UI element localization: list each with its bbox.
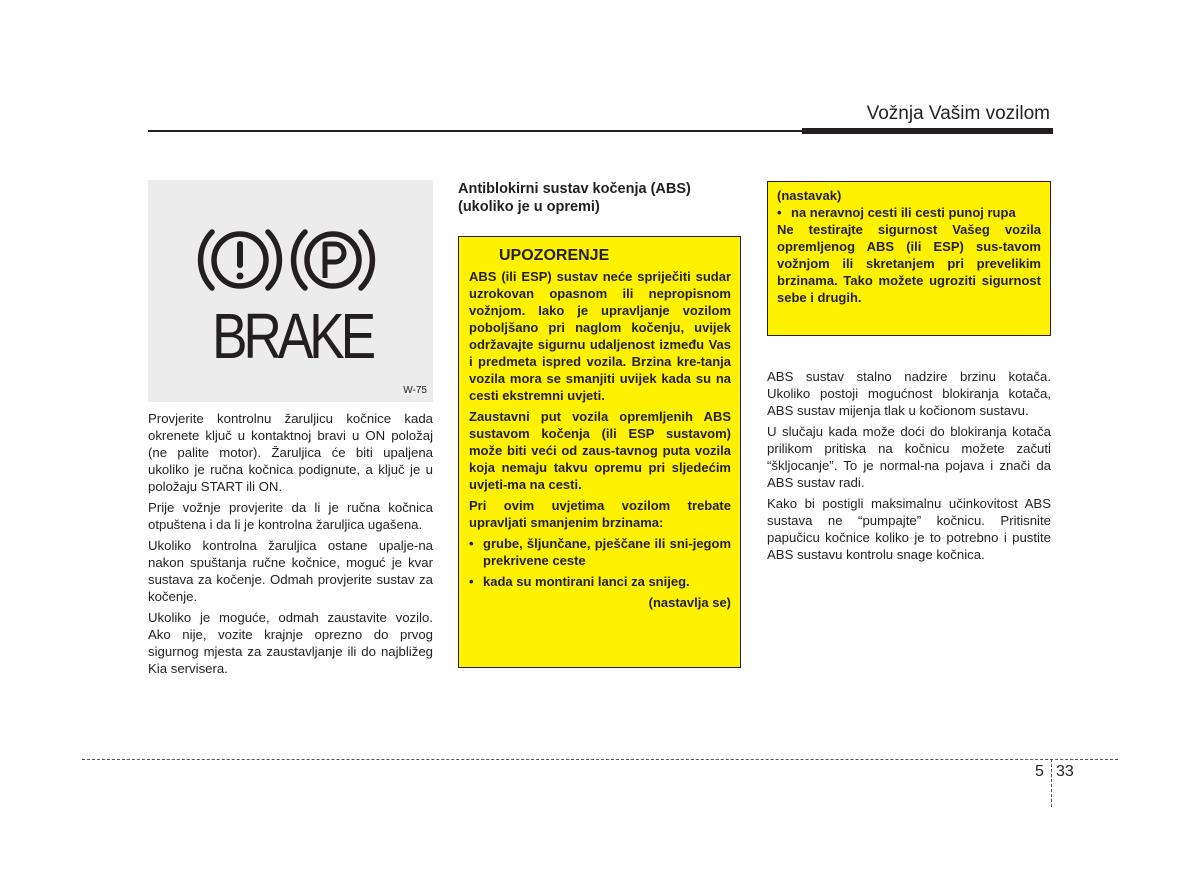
- continued-label: (nastavlja se): [648, 595, 731, 610]
- exclamation-circle-icon: [201, 232, 280, 288]
- warning-bullet-list: [469, 535, 731, 590]
- paragraph: Provjerite kontrolnu žaruljicu kočnice kada okrenete ključ u kontaktnoj bravi u ON položaj (ne palite motor). Žaruljica će biti upaljena ukoliko je ručna kočnica podignute, a ključ je u položaju START ili ON.: [148, 411, 433, 494]
- warning-bullet: • kada su montirani lanci za snijeg.: [469, 573, 731, 590]
- paragraph: ABS sustav stalno nadzire brzinu kotača. Ukoliko postoji mogućnost blokiranja kotača, ABS sustav mijenja tlak u kočionom sustavu.: [767, 369, 1051, 418]
- note-bullet-list: [777, 204, 1041, 221]
- continued-warning-box: [767, 181, 1051, 336]
- left-column: [148, 410, 433, 681]
- abs-heading: Antiblokirni sustav kočenja (ABS) (ukoliko je u opremi): [458, 181, 691, 215]
- figure-code: W-75: [403, 385, 427, 396]
- page-number-divider: [1051, 759, 1052, 807]
- warning-paragraph: Zaustavni put vozila opremljenih ABS sustavom kočenja (ili ESP sustavom) može biti veći od zaus-tavnog puta vozila koja nemaju takvu opremu pri sljedećim uvjeti-ma na cesti.: [469, 409, 731, 492]
- warning-paragraph: Pri ovim uvjetima vozilom trebate upravljati smanjenim brzinama:: [469, 498, 731, 530]
- footer-divider: [82, 759, 1118, 760]
- parking-circle-icon: [294, 232, 373, 288]
- right-column: [767, 368, 1051, 567]
- paragraph: Prije vožnje provjerite da li je ručna kočnica otpuštena i da li je kontrolna žaruljica ugašena.: [148, 500, 433, 532]
- header-rule-accent: [802, 128, 1053, 134]
- paragraph: Kako bi postigli maksimalnu učinkovitost ABS sustava ne “pumpajte” kočnicu. Pritisnite papučicu kočnice koliko je to potrebno i pustite ABS sustavu kontrolu snage kočnica.: [767, 496, 1051, 562]
- warning-title: UPOZORENJE: [499, 247, 610, 264]
- page-number: 33: [1056, 763, 1074, 780]
- section-title: Vožnja Vašim vozilom: [866, 103, 1050, 124]
- note-paragraph: Ne testirajte sigurnost Vašeg vozila opremljenog ABS (ili ESP) sus-tavom vožnjom ili skretanjem pri prevelikim brzinama. Tako možete ugroziti sigurnost sebe i drugih.: [777, 222, 1041, 305]
- paragraph: U slučaju kada može doći do blokiranja kotača prilikom pritiska na kočnicu možete začuti “škljocanje”. To je normal-na pojava i znači da ABS sustav radi.: [767, 424, 1051, 490]
- brake-word: BRAKE: [212, 300, 374, 372]
- paragraph: Ukoliko kontrolna žaruljica ostane upalje-na nakon spuštanja ručne kočnice, moguć je kvar sustava za kočenje. Odmah provjerite sustav za kočenje.: [148, 538, 433, 604]
- note-bullet: • na neravnoj cesti ili cesti punoj rupa: [777, 204, 1041, 221]
- paragraph: Ukoliko je moguće, odmah zaustavite vozilo. Ako nije, vozite krajnje oprezno do prvog sigurnog mjesta za zaustavljanje ili do najbližeg Kia servisera.: [148, 610, 433, 676]
- continuation-label: (nastavak): [777, 188, 842, 203]
- chapter-number: 5: [1035, 763, 1044, 780]
- warning-box: [458, 236, 741, 668]
- brake-warning-figure: [148, 180, 433, 402]
- warning-bullet: • grube, šljunčane, pješčane ili sni-jegom prekrivene ceste: [469, 535, 731, 569]
- brake-lamp-illustration: [148, 180, 433, 402]
- warning-paragraph: ABS (ili ESP) sustav neće spriječiti sudar uzrokovan opasnom ili nepropisnom vožnjom. Iako je upravljanje vozilom poboljšano pri naglom kočenju, uvijek održavajte sigurnu udaljenost između Vas i predmeta ispred vozila. Brzina kre-tanja vozila mora se smanjiti uvijek kada su na cesti ekstremni uvjeti.: [469, 269, 731, 403]
